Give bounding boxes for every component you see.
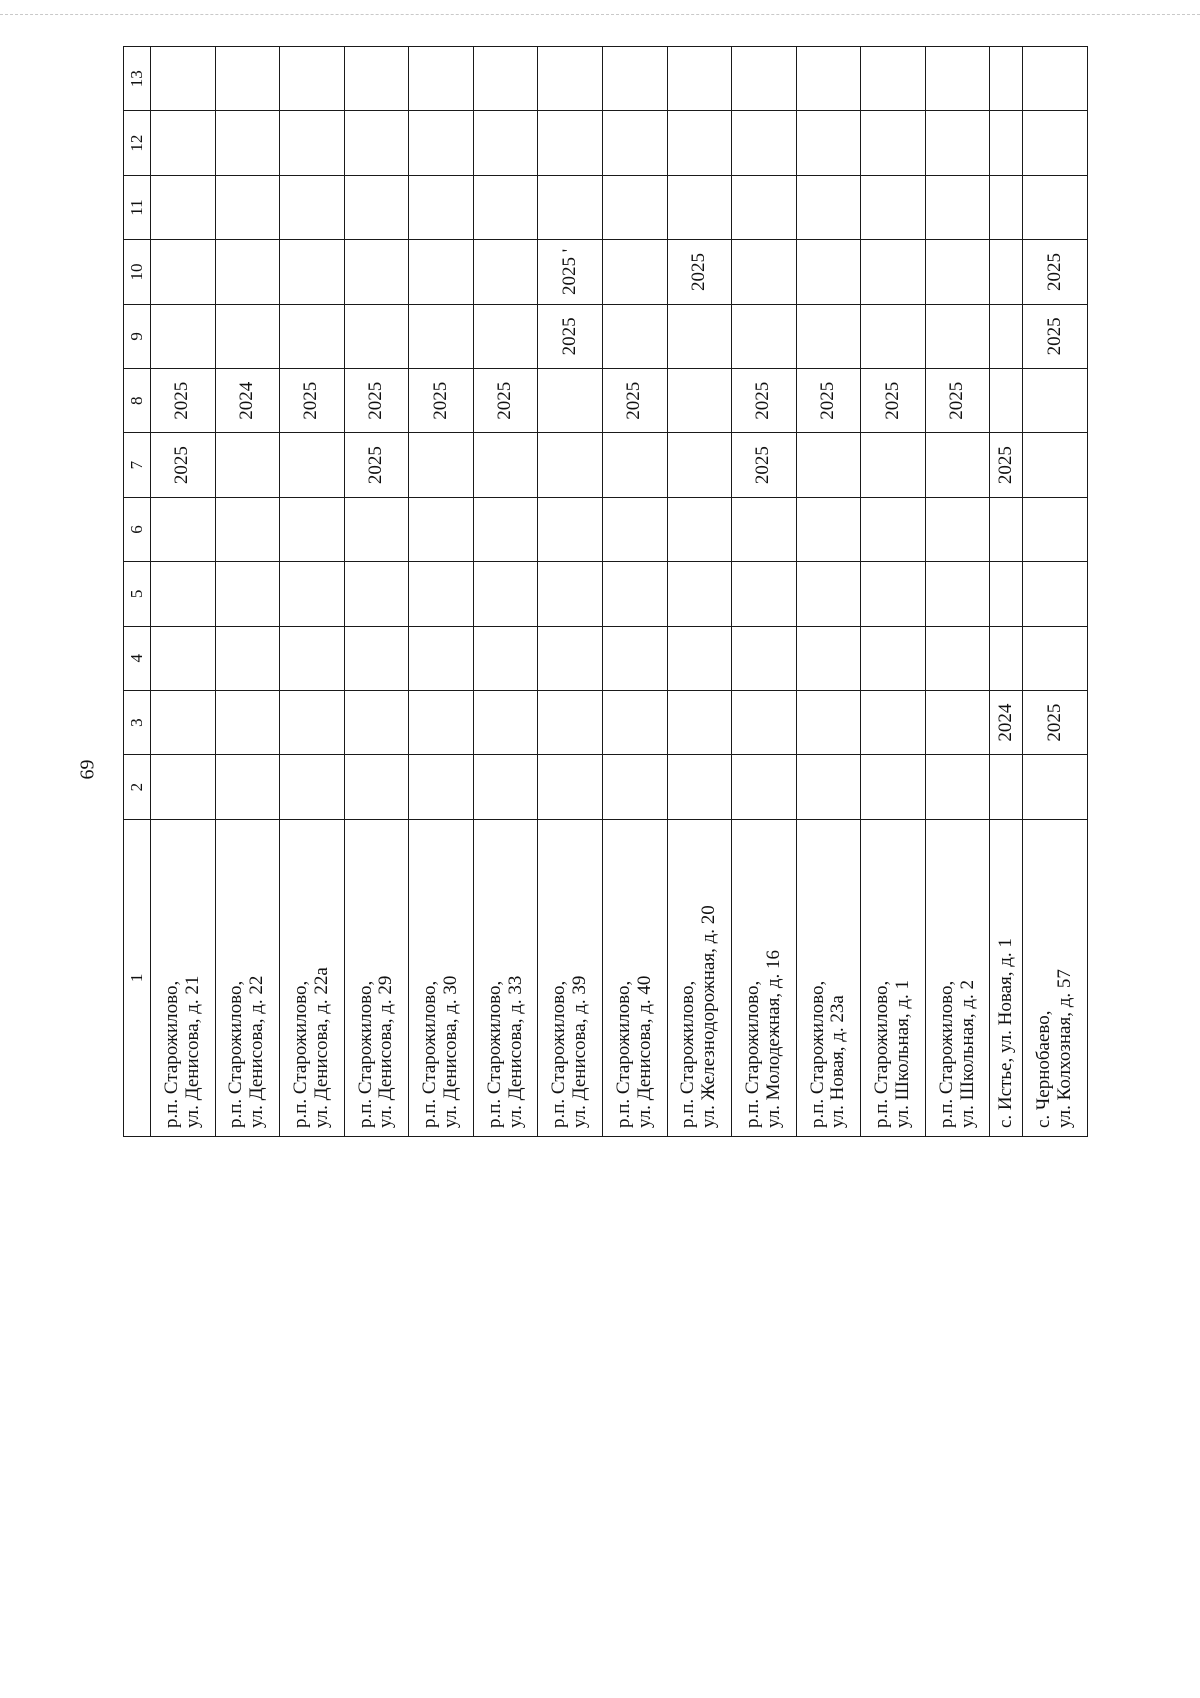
year-cell-col-7 — [473, 433, 538, 497]
year-cell-col-12 — [409, 111, 474, 175]
year-cell-col-12 — [990, 111, 1023, 175]
year-cell-col-13 — [861, 47, 926, 111]
address-line-1: р.п. Старожилово, — [935, 980, 957, 1128]
year-cell-col-6 — [151, 497, 216, 561]
column-header-12: 12 — [124, 111, 151, 175]
year-cell-col-5 — [473, 562, 538, 626]
address-cell — [344, 819, 409, 1136]
year-cell-col-6 — [667, 497, 732, 561]
year-cell-col-11 — [1023, 175, 1088, 239]
year-cell-col-13 — [344, 47, 409, 111]
address-line-1: р.п. Старожилово, — [160, 980, 182, 1128]
year-cell-col-9 — [667, 304, 732, 368]
column-header-7: 7 — [124, 433, 151, 497]
year-cell-col-7 — [538, 433, 603, 497]
year-cell-col-8: 2025 — [473, 369, 538, 433]
year-cell-col-10 — [151, 240, 216, 304]
year-cell-col-9 — [280, 304, 345, 368]
year-cell-col-10 — [925, 240, 990, 304]
year-cell-col-13 — [473, 47, 538, 111]
year-cell-col-12 — [538, 111, 603, 175]
year-cell-col-13 — [667, 47, 732, 111]
address-line-2: ул. Денисова, д. 39 — [569, 975, 591, 1128]
address-line-1: р.п. Старожилово, — [806, 980, 828, 1128]
year-cell-col-7 — [602, 433, 667, 497]
year-cell-col-5 — [538, 562, 603, 626]
year-cell-col-11 — [344, 175, 409, 239]
year-cell-col-11 — [409, 175, 474, 239]
year-cell-col-12 — [667, 111, 732, 175]
address-line-2: ул. Денисова, д. 22а — [310, 967, 332, 1128]
year-cell-col-5 — [151, 562, 216, 626]
year-cell-col-12 — [215, 111, 280, 175]
year-cell-col-6 — [732, 497, 797, 561]
year-cell-col-3 — [151, 690, 216, 754]
address-cell — [732, 819, 797, 1136]
year-cell-col-12 — [344, 111, 409, 175]
year-cell-col-7 — [925, 433, 990, 497]
year-cell-col-5 — [344, 562, 409, 626]
year-cell-col-8: 2025 — [861, 369, 926, 433]
year-cell-col-7 — [796, 433, 861, 497]
address-cell — [861, 819, 926, 1136]
table-row — [280, 47, 345, 1137]
year-cell-col-7 — [1023, 433, 1088, 497]
year-cell-col-9 — [861, 304, 926, 368]
year-cell-col-9 — [732, 304, 797, 368]
table-row — [796, 47, 861, 1137]
year-cell-col-7 — [280, 433, 345, 497]
year-cell-col-3 — [861, 690, 926, 754]
table-row — [861, 47, 926, 1137]
address-cell — [925, 819, 990, 1136]
year-cell-col-10 — [280, 240, 345, 304]
year-cell-col-13 — [796, 47, 861, 111]
year-cell-col-3 — [538, 690, 603, 754]
year-cell-col-5 — [732, 562, 797, 626]
address-line-2: ул. Железнодорожная, д. 20 — [698, 905, 720, 1128]
year-cell-col-10 — [409, 240, 474, 304]
year-cell-col-2 — [667, 755, 732, 819]
year-cell-col-6 — [602, 497, 667, 561]
year-cell-col-11 — [280, 175, 345, 239]
year-cell-col-2 — [602, 755, 667, 819]
address-cell — [409, 819, 474, 1136]
table-row — [473, 47, 538, 1137]
year-cell-col-10 — [473, 240, 538, 304]
year-cell-col-3 — [796, 690, 861, 754]
table-row — [344, 47, 409, 1137]
table-row — [151, 47, 216, 1137]
year-cell-col-3 — [280, 690, 345, 754]
year-cell-col-12 — [151, 111, 216, 175]
year-cell-col-8: 2025 — [796, 369, 861, 433]
year-cell-col-5 — [602, 562, 667, 626]
year-cell-col-8: 2024 — [215, 369, 280, 433]
year-cell-col-2 — [538, 755, 603, 819]
year-cell-col-11 — [796, 175, 861, 239]
year-cell-col-2 — [990, 755, 1023, 819]
address-cell — [473, 819, 538, 1136]
year-cell-col-11 — [861, 175, 926, 239]
page-number: 69 — [76, 759, 99, 780]
year-cell-col-6 — [473, 497, 538, 561]
year-cell-col-6 — [409, 497, 474, 561]
year-cell-col-5 — [990, 562, 1023, 626]
address-line-2: ул. Денисова, д. 21 — [181, 975, 203, 1128]
year-cell-col-8 — [1023, 369, 1088, 433]
year-cell-col-9: 2025 — [1023, 304, 1088, 368]
year-cell-col-10: 2025 ' — [538, 240, 603, 304]
year-cell-col-4 — [861, 626, 926, 690]
year-cell-col-2 — [925, 755, 990, 819]
year-cell-col-10 — [990, 240, 1023, 304]
year-cell-col-3 — [732, 690, 797, 754]
address-cell — [1023, 819, 1088, 1136]
year-cell-col-11 — [925, 175, 990, 239]
year-cell-col-13 — [925, 47, 990, 111]
column-header-13: 13 — [124, 47, 151, 111]
year-cell-col-5 — [796, 562, 861, 626]
table-row — [602, 47, 667, 1137]
year-cell-col-4 — [151, 626, 216, 690]
column-header-1: 1 — [124, 819, 151, 1136]
year-cell-col-3: 2024 — [990, 690, 1023, 754]
column-header-10: 10 — [124, 240, 151, 304]
year-cell-col-6 — [215, 497, 280, 561]
year-cell-col-5 — [409, 562, 474, 626]
year-cell-col-3 — [473, 690, 538, 754]
address-line-2: ул. Денисова, д. 22 — [246, 975, 268, 1128]
table-row — [667, 47, 732, 1137]
year-cell-col-7 — [409, 433, 474, 497]
address-line-2: ул. Новая, д. 23а — [827, 995, 849, 1128]
year-cell-col-6 — [280, 497, 345, 561]
year-cell-col-8: 2025 — [151, 369, 216, 433]
year-cell-col-13 — [990, 47, 1023, 111]
year-cell-col-8 — [538, 369, 603, 433]
year-cell-col-4 — [538, 626, 603, 690]
scan-edge — [0, 14, 1200, 15]
table-row — [925, 47, 990, 1137]
address-line-2: ул. Школьная, д. 2 — [956, 980, 978, 1128]
year-cell-col-7 — [667, 433, 732, 497]
address-cell — [215, 819, 280, 1136]
year-cell-col-8: 2025 — [732, 369, 797, 433]
year-cell-col-9 — [151, 304, 216, 368]
year-cell-col-5 — [861, 562, 926, 626]
address-line-1: р.п. Старожилово, — [225, 980, 247, 1128]
table-row — [1023, 47, 1088, 1137]
year-cell-col-9 — [796, 304, 861, 368]
year-cell-col-11 — [151, 175, 216, 239]
year-cell-col-5 — [215, 562, 280, 626]
year-cell-col-9 — [409, 304, 474, 368]
year-cell-col-3: 2025 — [1023, 690, 1088, 754]
year-cell-col-11 — [990, 175, 1023, 239]
year-cell-col-13 — [151, 47, 216, 111]
year-cell-col-12 — [473, 111, 538, 175]
year-cell-col-3 — [925, 690, 990, 754]
year-cell-col-7: 2025 — [344, 433, 409, 497]
year-cell-col-4 — [925, 626, 990, 690]
column-header-2: 2 — [124, 755, 151, 819]
year-cell-col-6 — [538, 497, 603, 561]
year-cell-col-12 — [602, 111, 667, 175]
year-cell-col-4 — [796, 626, 861, 690]
address-line-2: ул. Денисова, д. 33 — [504, 975, 526, 1128]
address-line-2: ул. Денисова, д. 29 — [375, 975, 397, 1128]
address-line-2: ул. Денисова, д. 40 — [633, 975, 655, 1128]
year-cell-col-9 — [473, 304, 538, 368]
rotated-table-container — [123, 46, 1088, 1137]
address-line-1: р.п. Старожилово, — [677, 980, 699, 1128]
year-cell-col-11 — [732, 175, 797, 239]
year-cell-col-6 — [990, 497, 1023, 561]
year-cell-col-12 — [280, 111, 345, 175]
year-cell-col-2 — [732, 755, 797, 819]
table-row — [215, 47, 280, 1137]
year-cell-col-13 — [409, 47, 474, 111]
year-cell-col-6 — [796, 497, 861, 561]
address-cell — [538, 819, 603, 1136]
year-cell-col-12 — [861, 111, 926, 175]
year-cell-col-4 — [732, 626, 797, 690]
year-cell-col-2 — [861, 755, 926, 819]
address-line-1: р.п. Старожилово, — [548, 980, 570, 1128]
year-cell-col-12 — [1023, 111, 1088, 175]
header-row — [124, 47, 151, 1137]
year-cell-col-6 — [925, 497, 990, 561]
column-header-6: 6 — [124, 497, 151, 561]
year-cell-col-4 — [990, 626, 1023, 690]
year-cell-col-9: 2025 — [538, 304, 603, 368]
year-cell-col-4 — [344, 626, 409, 690]
year-cell-col-10 — [344, 240, 409, 304]
year-cell-col-11 — [215, 175, 280, 239]
address-line-1: р.п. Старожилово, — [483, 980, 505, 1128]
table-row — [732, 47, 797, 1137]
address-cell — [990, 819, 1023, 1136]
year-cell-col-11 — [538, 175, 603, 239]
year-cell-col-4 — [1023, 626, 1088, 690]
column-header-8: 8 — [124, 369, 151, 433]
year-cell-col-7 — [861, 433, 926, 497]
year-cell-col-11 — [602, 175, 667, 239]
year-cell-col-3 — [409, 690, 474, 754]
year-cell-col-8: 2025 — [925, 369, 990, 433]
year-cell-col-10 — [215, 240, 280, 304]
year-cell-col-2 — [1023, 755, 1088, 819]
year-cell-col-9 — [925, 304, 990, 368]
year-cell-col-2 — [280, 755, 345, 819]
year-cell-col-8: 2025 — [409, 369, 474, 433]
year-cell-col-4 — [667, 626, 732, 690]
year-cell-col-8: 2025 — [602, 369, 667, 433]
address-line-1: р.п. Старожилово, — [612, 980, 634, 1128]
year-cell-col-11 — [473, 175, 538, 239]
year-cell-col-5 — [280, 562, 345, 626]
year-cell-col-7: 2025 — [990, 433, 1023, 497]
table-row — [409, 47, 474, 1137]
address-line-2: ул. Школьная, д. 1 — [891, 980, 913, 1128]
year-cell-col-12 — [925, 111, 990, 175]
year-cell-col-10: 2025 — [1023, 240, 1088, 304]
year-cell-col-10 — [861, 240, 926, 304]
address-line-1: р.п. Старожилово, — [290, 980, 312, 1128]
year-cell-col-7: 2025 — [732, 433, 797, 497]
year-cell-col-9 — [990, 304, 1023, 368]
address-line-2: ул. Колхозная, д. 57 — [1054, 969, 1076, 1128]
year-cell-col-12 — [796, 111, 861, 175]
year-cell-col-4 — [409, 626, 474, 690]
year-cell-col-8 — [667, 369, 732, 433]
year-cell-col-10 — [732, 240, 797, 304]
address-cell — [151, 819, 216, 1136]
year-cell-col-4 — [215, 626, 280, 690]
year-cell-col-2 — [473, 755, 538, 819]
year-cell-col-13 — [602, 47, 667, 111]
address-line-2: ул. Денисова, д. 30 — [440, 975, 462, 1128]
year-cell-col-13 — [280, 47, 345, 111]
year-cell-col-13 — [215, 47, 280, 111]
column-header-5: 5 — [124, 562, 151, 626]
table-row — [990, 47, 1023, 1137]
address-line-1: с. Истье, ул. Новая, д. 1 — [994, 938, 1016, 1128]
year-cell-col-9 — [344, 304, 409, 368]
year-cell-col-13 — [732, 47, 797, 111]
column-header-3: 3 — [124, 690, 151, 754]
year-cell-col-7 — [215, 433, 280, 497]
address-line-1: р.п. Старожилово, — [741, 980, 763, 1128]
year-cell-col-3 — [667, 690, 732, 754]
year-cell-col-8: 2025 — [280, 369, 345, 433]
year-cell-col-3 — [215, 690, 280, 754]
year-cell-col-6 — [344, 497, 409, 561]
address-cell — [602, 819, 667, 1136]
year-cell-col-2 — [215, 755, 280, 819]
year-cell-col-5 — [925, 562, 990, 626]
year-cell-col-7: 2025 — [151, 433, 216, 497]
year-cell-col-5 — [1023, 562, 1088, 626]
address-line-1: р.п. Старожилово, — [354, 980, 376, 1128]
year-cell-col-4 — [280, 626, 345, 690]
year-cell-col-10 — [796, 240, 861, 304]
year-cell-col-10 — [602, 240, 667, 304]
year-cell-col-10: 2025 — [667, 240, 732, 304]
address-line-1: с. Чернобаево, — [1033, 1010, 1055, 1128]
column-header-4: 4 — [124, 626, 151, 690]
address-line-2: ул. Молодежная, д. 16 — [762, 950, 784, 1128]
column-header-9: 9 — [124, 304, 151, 368]
year-cell-col-2 — [409, 755, 474, 819]
year-cell-col-9 — [602, 304, 667, 368]
address-cell — [280, 819, 345, 1136]
year-cell-col-6 — [861, 497, 926, 561]
table-row — [538, 47, 603, 1137]
year-cell-col-5 — [667, 562, 732, 626]
year-cell-col-6 — [1023, 497, 1088, 561]
year-cell-col-11 — [667, 175, 732, 239]
address-line-1: р.п. Старожилово, — [419, 980, 441, 1128]
year-cell-col-8: 2025 — [344, 369, 409, 433]
year-cell-col-12 — [732, 111, 797, 175]
year-cell-col-9 — [215, 304, 280, 368]
year-cell-col-2 — [344, 755, 409, 819]
column-header-11: 11 — [124, 175, 151, 239]
year-cell-col-3 — [344, 690, 409, 754]
year-cell-col-13 — [538, 47, 603, 111]
year-cell-col-3 — [602, 690, 667, 754]
year-cell-col-13 — [1023, 47, 1088, 111]
year-cell-col-2 — [796, 755, 861, 819]
year-cell-col-8 — [990, 369, 1023, 433]
address-cell — [796, 819, 861, 1136]
address-line-1: р.п. Старожилово, — [871, 980, 893, 1128]
year-cell-col-4 — [473, 626, 538, 690]
year-cell-col-4 — [602, 626, 667, 690]
address-cell — [667, 819, 732, 1136]
schedule-table — [123, 46, 1088, 1137]
year-cell-col-2 — [151, 755, 216, 819]
